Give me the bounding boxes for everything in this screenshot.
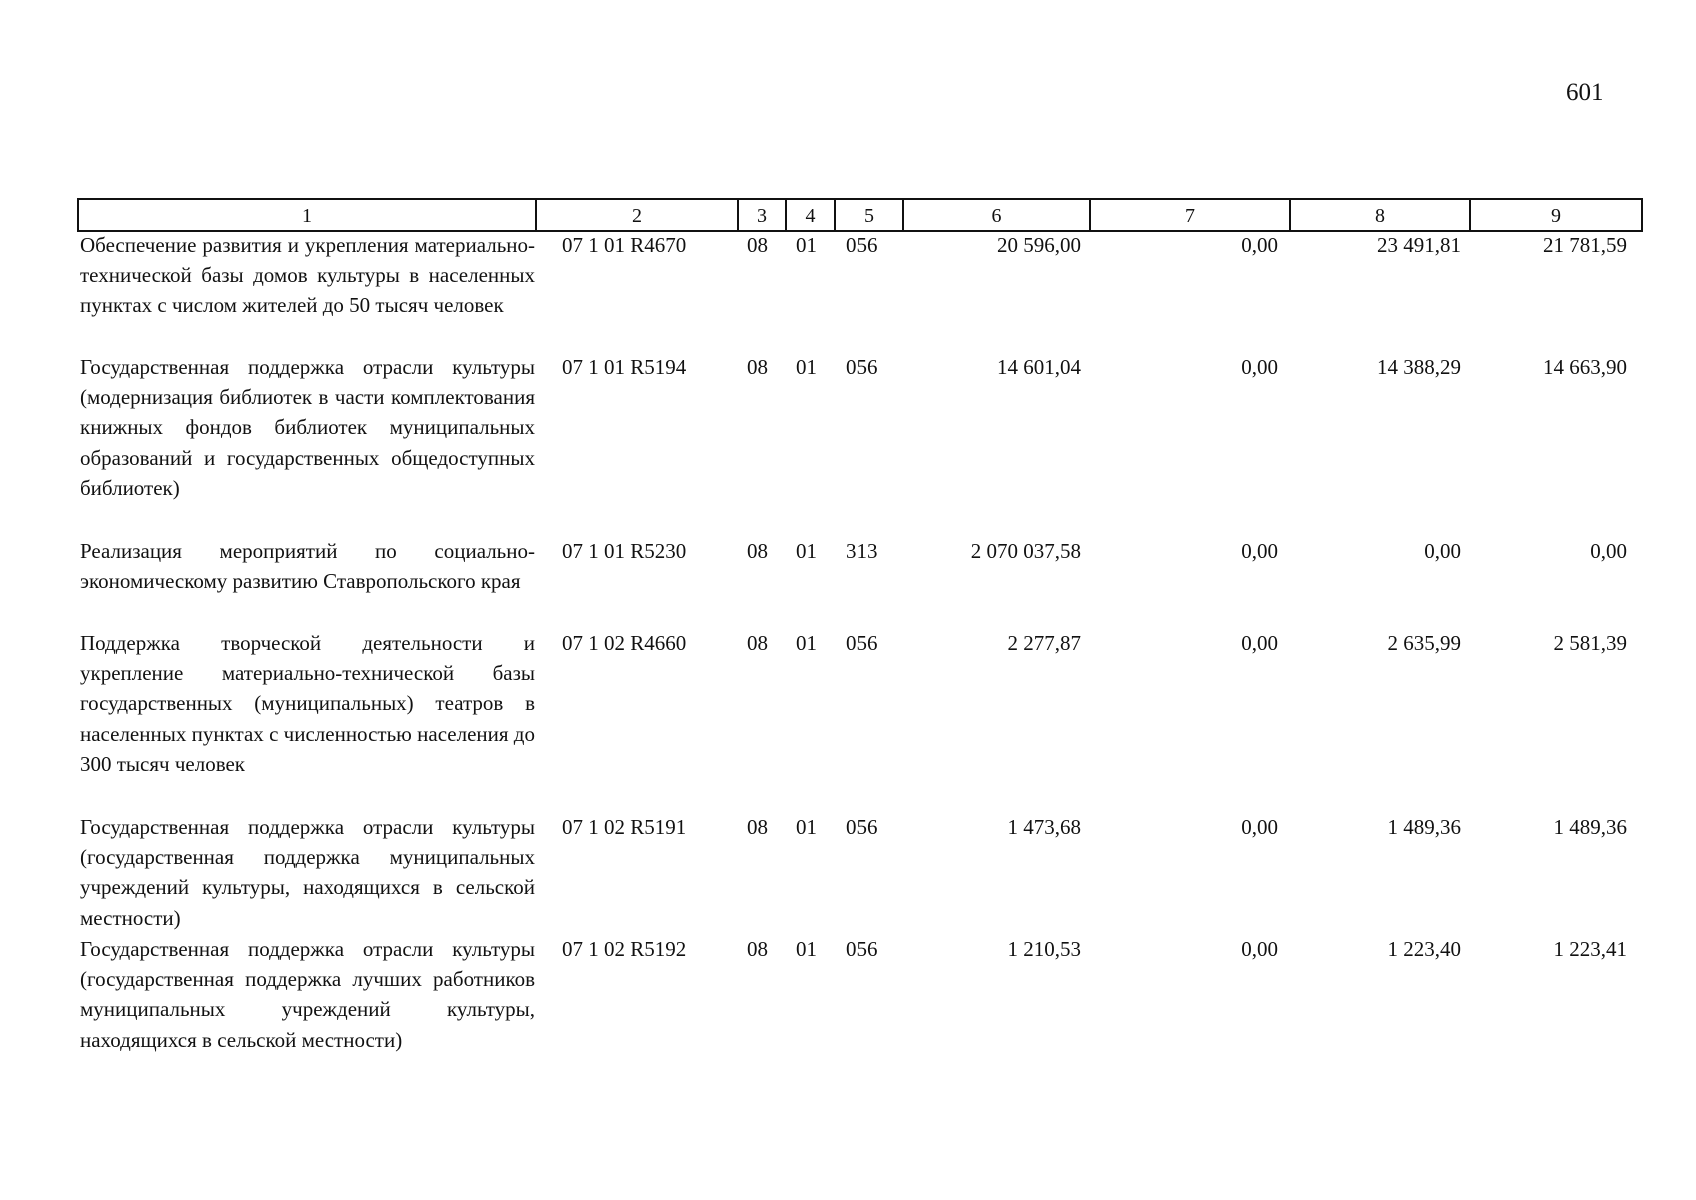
row-name: Обеспечение развития и укрепления материально-технической базы домов культуры в населенных пунктах с числом жителей до 50 тысяч человек	[80, 233, 535, 318]
row-col-9: 14 663,90	[1543, 355, 1627, 379]
row-col-9: 1 489,36	[1553, 815, 1627, 839]
row-col-6: 1 210,53	[1007, 937, 1081, 961]
column-header-8: 8	[1291, 200, 1471, 230]
row-code: 07 1 01 R5194	[562, 355, 687, 379]
row-col-6: 2 277,87	[1007, 631, 1081, 655]
row-col-8: 14 388,29	[1377, 355, 1461, 379]
row-col-7: 0,00	[1241, 355, 1278, 379]
row-col-6: 2 070 037,58	[970, 539, 1081, 563]
row-col-7: 0,00	[1241, 233, 1278, 257]
row-col-3: 08	[747, 355, 768, 379]
row-col-4: 01	[796, 937, 817, 961]
row-name: Поддержка творческой деятельности и укрепление материально-технической базы государственных (муниципальных) театров в населенных пунктах с численностью населения до 300 тысяч человек	[80, 631, 535, 776]
row-col-9: 21 781,59	[1543, 233, 1627, 257]
row-col-5: 056	[846, 631, 878, 655]
row-col-8: 2 635,99	[1387, 631, 1461, 655]
row-col-4: 01	[796, 539, 817, 563]
row-col-3: 08	[747, 815, 768, 839]
row-code: 07 1 02 R4660	[562, 631, 687, 655]
row-col-8: 1 489,36	[1387, 815, 1461, 839]
column-header-3: 3	[739, 200, 787, 230]
column-header-5: 5	[836, 200, 904, 230]
row-name: Государственная поддержка отрасли культуры (модернизация библиотек в части комплектования книжных фондов библиотек муниципальных образований и государственных общедоступных библиотек)	[80, 355, 535, 500]
row-col-3: 08	[747, 631, 768, 655]
row-col-4: 01	[796, 355, 817, 379]
row-col-3: 08	[747, 539, 768, 563]
row-code: 07 1 01 R4670	[562, 233, 687, 257]
row-col-9: 2 581,39	[1553, 631, 1627, 655]
row-col-7: 0,00	[1241, 815, 1278, 839]
column-header-2: 2	[537, 200, 739, 230]
row-col-8: 23 491,81	[1377, 233, 1461, 257]
row-col-3: 08	[747, 937, 768, 961]
row-col-4: 01	[796, 815, 817, 839]
row-name: Государственная поддержка отрасли культуры (государственная поддержка лучших работников муниципальных учреждений культуры, находящихся в сельской местности)	[80, 937, 535, 1052]
row-col-8: 1 223,40	[1387, 937, 1461, 961]
row-col-5: 056	[846, 355, 878, 379]
row-col-9: 1 223,41	[1553, 937, 1627, 961]
table-header	[77, 198, 1643, 232]
column-header-4: 4	[787, 200, 836, 230]
row-col-4: 01	[796, 631, 817, 655]
row-col-5: 056	[846, 233, 878, 257]
column-header-7: 7	[1091, 200, 1291, 230]
row-col-6: 1 473,68	[1007, 815, 1081, 839]
row-col-5: 056	[846, 815, 878, 839]
row-col-4: 01	[796, 233, 817, 257]
row-col-5: 056	[846, 937, 878, 961]
row-col-6: 20 596,00	[997, 233, 1081, 257]
column-header-6: 6	[904, 200, 1091, 230]
row-col-7: 0,00	[1241, 539, 1278, 563]
row-col-3: 08	[747, 233, 768, 257]
column-header-9: 9	[1551, 205, 1561, 227]
row-code: 07 1 02 R5192	[562, 937, 687, 961]
row-col-6: 14 601,04	[997, 355, 1081, 379]
row-col-8: 0,00	[1424, 539, 1461, 563]
row-col-7: 0,00	[1241, 631, 1278, 655]
row-code: 07 1 02 R5191	[562, 815, 687, 839]
page-number: 601	[1566, 79, 1604, 106]
row-col-7: 0,00	[1241, 937, 1278, 961]
row-code: 07 1 01 R5230	[562, 539, 687, 563]
row-name: Государственная поддержка отрасли культуры (государственная поддержка муниципальных учреждений культуры, находящихся в сельской местности)	[80, 815, 535, 930]
column-header-1: 1	[79, 200, 537, 230]
row-col-9: 0,00	[1590, 539, 1627, 563]
row-col-5: 313	[846, 539, 878, 563]
row-name: Реализация мероприятий по социально-экономическому развитию Ставропольского края	[80, 539, 535, 594]
